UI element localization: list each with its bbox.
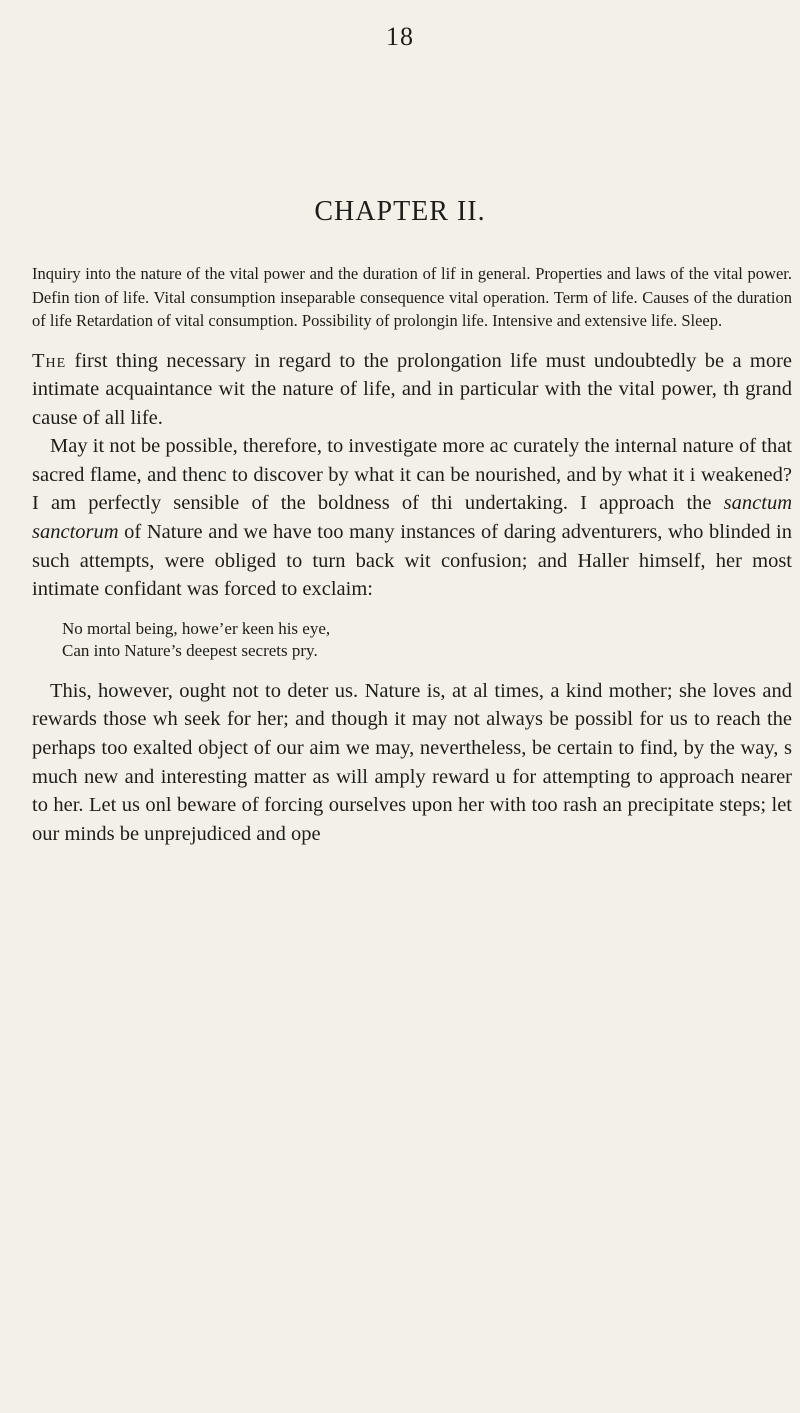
paragraph-1 [32, 347, 792, 433]
page-body [32, 262, 792, 848]
paragraph-2-after: of Nature and we have too many instances of daring adventurers, who blinded in such attempts, were obliged to turn back wit confusion; and Haller himself, her most intimate confidant was forced to exclaim: [32, 521, 792, 601]
paragraph-2-italic: sanctum sanctorum [32, 492, 792, 544]
paragraph-2 [32, 432, 792, 604]
verse-quote [62, 618, 792, 663]
chapter-summary: Inquiry into the nature of the vital power and the duration of lif in general. Properties and laws of the vital power. Defin tion of life. Vital consumption inseparable consequence vital operation. Term of life. Causes of the duration of life Retardation of vital consumption. Possibility of prolongin life. Intensive and extensive life. Sleep. [32, 264, 792, 330]
paragraph-1-lead: The [32, 349, 67, 372]
chapter-title: CHAPTER II. [314, 196, 486, 227]
paragraph-3: This, however, ought not to deter us. Nature is, at al times, a kind mother; she loves and rewards those wh seek for her; and though it may not always be possibl for us to reach the perhaps too exalted object of our aim we may, nevertheless, be certain to find, by the way, s much new and interesting matter as will amply reward u for attempting to approach nearer to her. Let us onl beware of forcing ourselves upon her with too rash an precipitate steps; let our minds be unprejudiced and ope [32, 679, 792, 845]
verse-line-2: Can into Nature’s deepest secrets pry. [62, 641, 318, 661]
verse-line-1: No mortal being, howe’er keen his eye, [62, 618, 331, 638]
paragraph-2-before: May it not be possible, therefore, to investigate more ac curately the internal nature of that sacred flame, and thenc to discover by what it can be nourished, and by what it i weakened? I am perfectly sensible of the boldness of thi undertaking. I approach the [32, 435, 792, 515]
page-number: 18 [386, 22, 414, 51]
paragraph-1-text: first thing necessary in regard to the prolongation life must undoubtedly be a more intimate acquaintance wit the nature of life, and in particular with the vital power, th grand cause of all life. [32, 349, 792, 429]
